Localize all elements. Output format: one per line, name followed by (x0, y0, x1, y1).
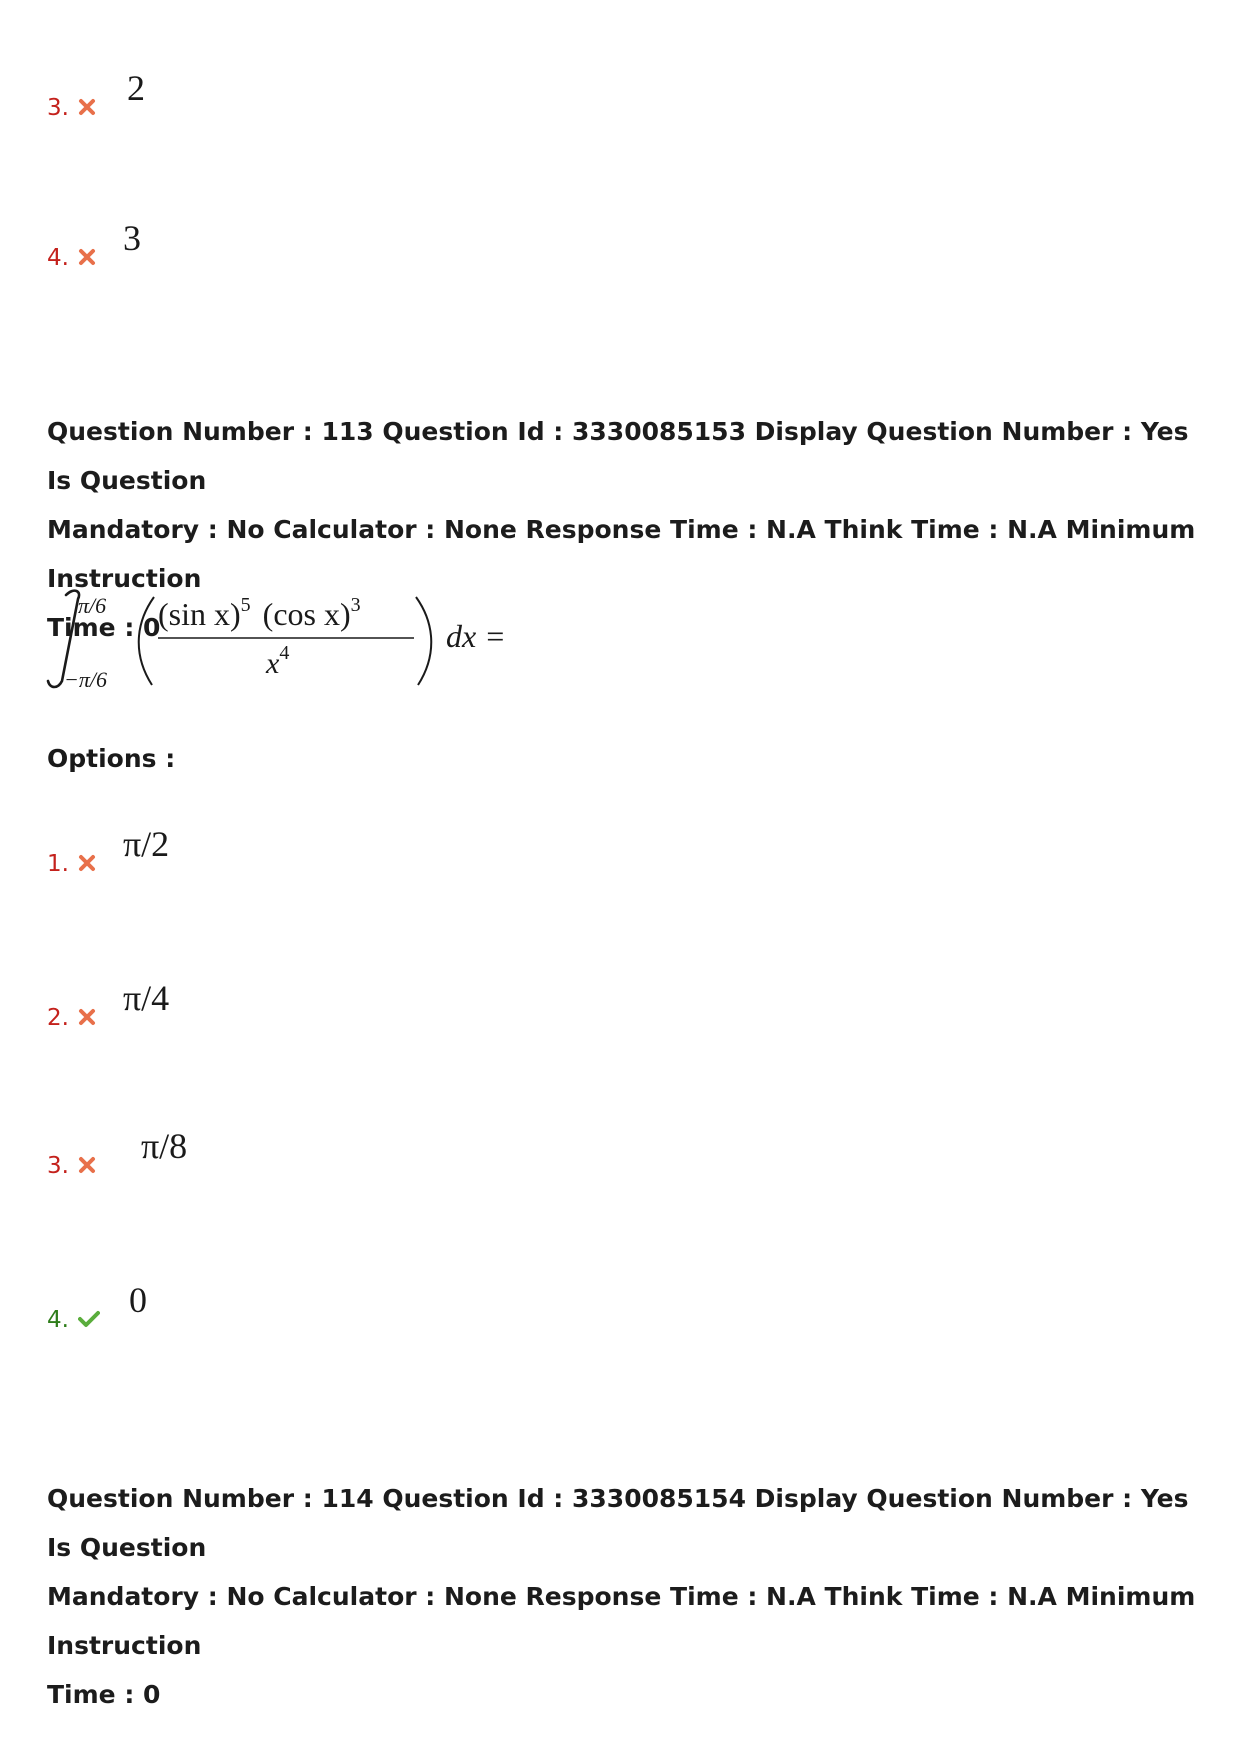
option-item (47, 212, 447, 272)
formula-tail: dx = (446, 618, 506, 654)
left-paren (139, 597, 154, 685)
cross-icon (78, 98, 96, 116)
option-number: 3. (47, 1153, 69, 1179)
question-formula (44, 585, 544, 695)
option-number: 4. (47, 1307, 69, 1333)
sin-power: 5 (240, 594, 251, 616)
upper-limit: π/6 (78, 593, 107, 618)
right-paren (416, 597, 431, 685)
lower-limit: −π/6 (64, 667, 107, 692)
cross-icon (78, 854, 96, 872)
question-header-line: Time : 0 (47, 1680, 161, 1709)
option-value: 2 (127, 68, 145, 108)
option-item (47, 818, 447, 878)
option-number: 4. (47, 245, 69, 271)
question-header (47, 1474, 1207, 1719)
options-label: Options : (47, 744, 176, 773)
option-value: π/8 (141, 1126, 188, 1166)
option-value: π/4 (123, 978, 170, 1018)
check-icon (78, 1310, 100, 1328)
cross-icon (78, 1156, 96, 1174)
denominator (265, 642, 289, 680)
option-item (47, 1274, 447, 1334)
option-value: 3 (123, 218, 141, 258)
option-item (47, 62, 447, 122)
cross-icon (78, 248, 96, 266)
numerator-cos: (cos x) (262, 596, 351, 632)
question-header-line: Mandatory : No Calculator : None Response Time : N.A Think Time : N.A Minimum Instruction (47, 515, 1196, 593)
option-value: 0 (129, 1280, 147, 1320)
numerator-sin: (sin x) (158, 596, 241, 632)
denominator-base: x (266, 647, 280, 680)
question-header-line: Question Number : 113 Question Id : 3330085153 Display Question Number : Yes Is Question (47, 417, 1189, 495)
option-item (47, 972, 447, 1032)
cos-power: 3 (350, 594, 361, 616)
cross-icon (78, 1008, 96, 1026)
question-header-line: Mandatory : No Calculator : None Response Time : N.A Think Time : N.A Minimum Instruction (47, 1582, 1196, 1660)
denominator-power: 4 (279, 642, 290, 664)
numerator (158, 594, 361, 632)
option-item (47, 1120, 447, 1180)
option-value: π/2 (123, 824, 170, 864)
option-number: 1. (47, 851, 69, 877)
option-number: 2. (47, 1005, 69, 1031)
question-header-line: Question Number : 114 Question Id : 3330085154 Display Question Number : Yes Is Question (47, 1484, 1189, 1562)
option-number: 3. (47, 95, 69, 121)
question-header-line: Time : 0 (47, 613, 161, 642)
